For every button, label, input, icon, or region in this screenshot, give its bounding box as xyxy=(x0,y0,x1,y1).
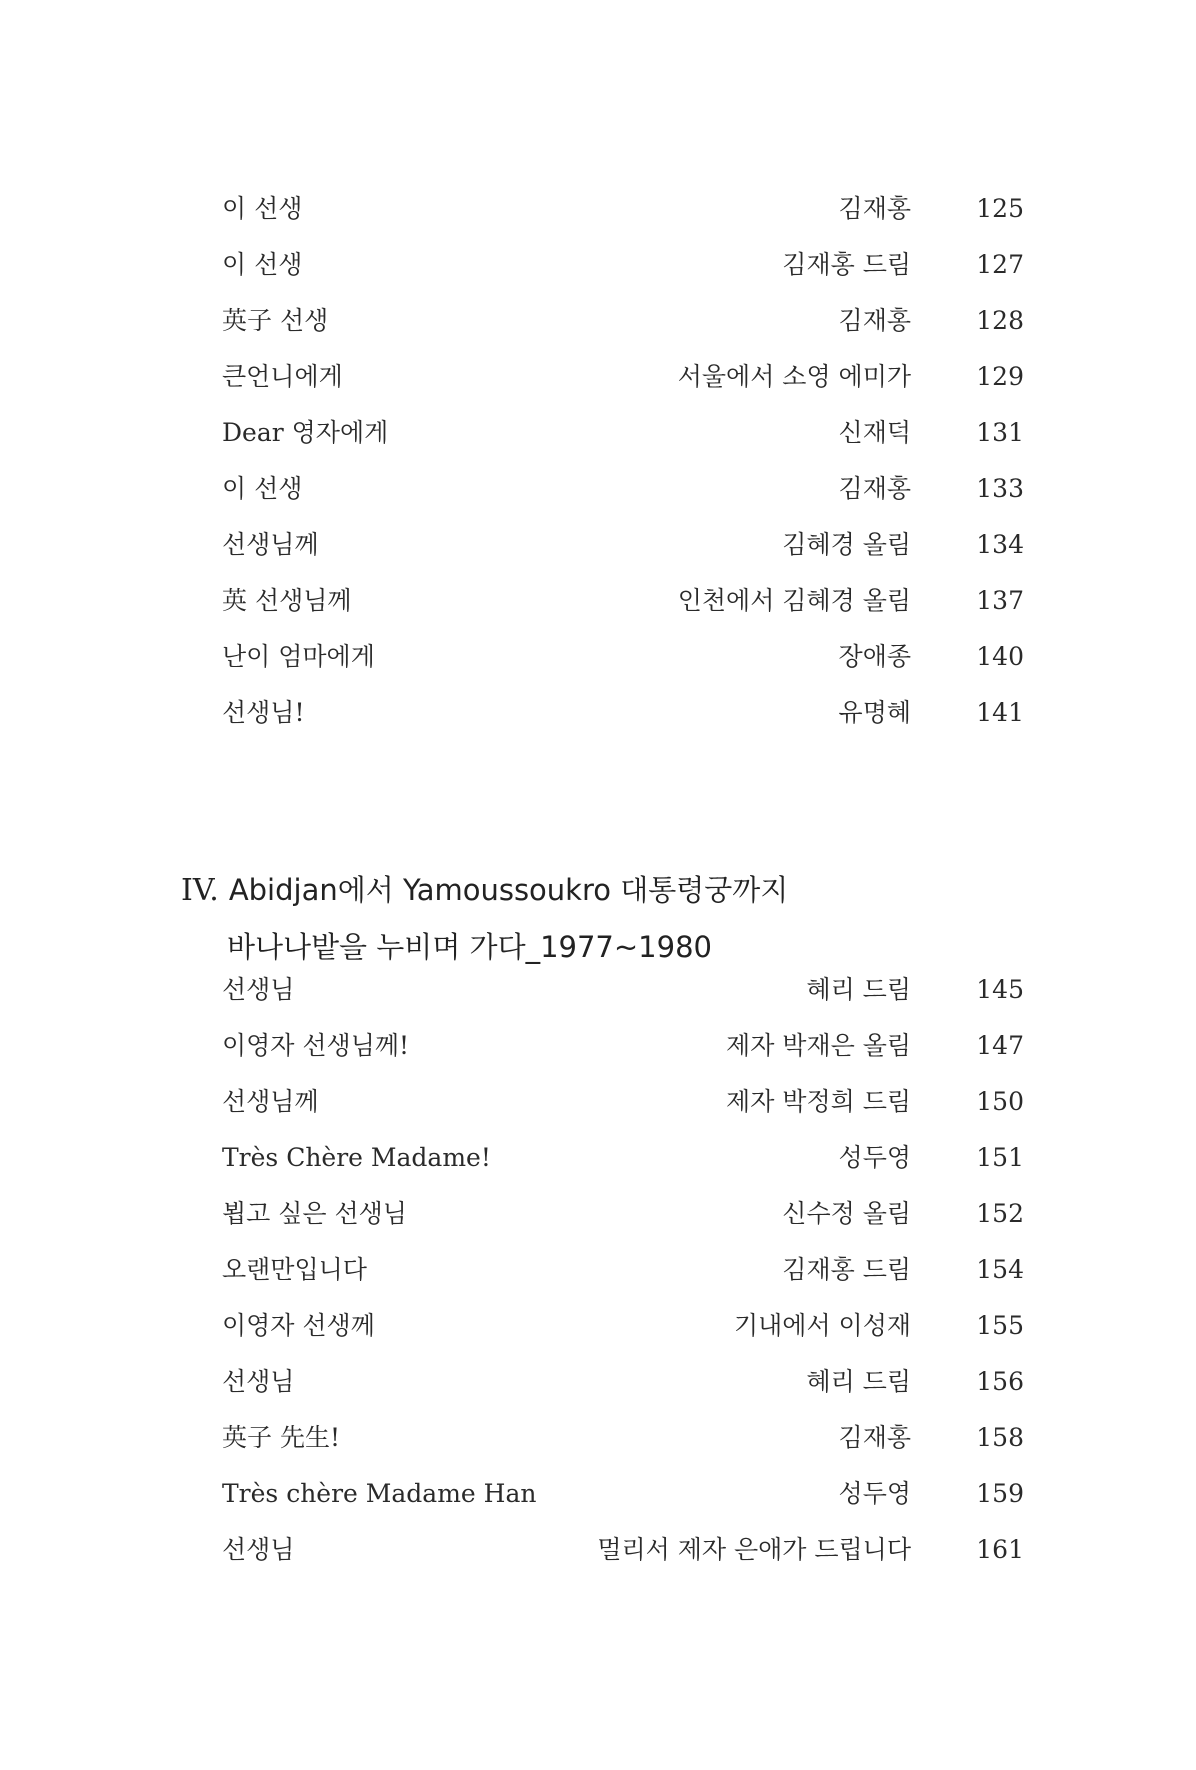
toc-entry xyxy=(0,293,1196,349)
entry-title: 난이 엄마에게 xyxy=(222,642,375,671)
entry-title: 선생님 xyxy=(222,1535,295,1564)
entry-page: 141 xyxy=(976,698,1024,727)
entry-author: 신수정 올림 xyxy=(782,1199,911,1228)
entry-title: 선생님! xyxy=(222,698,305,727)
section-heading xyxy=(181,862,788,975)
toc-entry xyxy=(0,181,1196,237)
toc-entry xyxy=(0,1298,1196,1354)
section-title: Abidjan에서 Yamoussoukro 대통령궁까지 xyxy=(228,873,789,907)
entry-author: 기내에서 이성재 xyxy=(734,1311,911,1340)
entry-title: 이영자 선생께 xyxy=(222,1311,375,1340)
entry-page: 150 xyxy=(976,1087,1024,1116)
entry-page: 137 xyxy=(976,586,1024,615)
toc-entry xyxy=(0,1354,1196,1410)
entry-author: 신재덕 xyxy=(838,418,911,447)
entry-title: Très chère Madame Han xyxy=(222,1479,537,1508)
entry-title: 선생님 xyxy=(222,975,295,1004)
entry-author: 성두영 xyxy=(838,1479,911,1508)
toc-entry xyxy=(0,1466,1196,1522)
toc-entry xyxy=(0,237,1196,293)
entry-title: 이영자 선생님께! xyxy=(222,1031,410,1060)
toc-entry xyxy=(0,1522,1196,1578)
entry-author: 성두영 xyxy=(838,1143,911,1172)
entry-author: 혜리 드림 xyxy=(806,1367,911,1396)
entry-author: 인천에서 김혜경 올림 xyxy=(677,586,911,615)
entry-page: 128 xyxy=(976,306,1024,335)
entry-author: 멀리서 제자 은애가 드립니다 xyxy=(597,1535,911,1564)
entry-page: 158 xyxy=(976,1423,1024,1452)
entry-author: 제자 박재은 올림 xyxy=(726,1031,911,1060)
entry-title: 선생님께 xyxy=(222,1087,319,1116)
toc-entry xyxy=(0,461,1196,517)
entry-author: 김혜경 올림 xyxy=(782,530,911,559)
entry-author: 제자 박정희 드림 xyxy=(726,1087,911,1116)
entry-author: 김재홍 xyxy=(838,474,911,503)
entry-page: 133 xyxy=(976,474,1024,503)
entry-author: 유명혜 xyxy=(838,698,911,727)
entry-page: 151 xyxy=(976,1143,1024,1172)
entry-title: 英 선생님께 xyxy=(222,586,352,615)
toc-list-section-4 xyxy=(0,962,1196,1578)
toc-entry xyxy=(0,1410,1196,1466)
toc-entry xyxy=(0,517,1196,573)
entry-author: 김재홍 xyxy=(838,306,911,335)
toc-entry xyxy=(0,685,1196,741)
entry-title: 이 선생 xyxy=(222,194,303,223)
entry-page: 161 xyxy=(976,1535,1024,1564)
section-numeral: IV. xyxy=(181,873,219,908)
entry-page: 140 xyxy=(976,642,1024,671)
entry-page: 134 xyxy=(976,530,1024,559)
toc-list-section-3 xyxy=(0,181,1196,741)
section-subtitle: 바나나밭을 누비며 가다_1977~1980 xyxy=(227,930,712,964)
entry-author: 김재홍 xyxy=(838,1423,911,1452)
entry-page: 156 xyxy=(976,1367,1024,1396)
entry-page: 159 xyxy=(976,1479,1024,1508)
entry-title: 이 선생 xyxy=(222,474,303,503)
entry-title: 선생님 xyxy=(222,1367,295,1396)
toc-entry xyxy=(0,349,1196,405)
entry-title: 이 선생 xyxy=(222,250,303,279)
entry-page: 129 xyxy=(976,362,1024,391)
entry-page: 125 xyxy=(976,194,1024,223)
toc-entry xyxy=(0,405,1196,461)
entry-author: 김재홍 드림 xyxy=(782,1255,911,1284)
entry-title: 오랜만입니다 xyxy=(222,1255,367,1284)
entry-title: 선생님께 xyxy=(222,530,319,559)
entry-page: 131 xyxy=(976,418,1024,447)
entry-title: 英子 선생 xyxy=(222,306,329,335)
entry-author: 김재홍 드림 xyxy=(782,250,911,279)
entry-author: 김재홍 xyxy=(838,194,911,223)
toc-entry xyxy=(0,629,1196,685)
entry-title: 뵙고 싶은 선생님 xyxy=(222,1199,407,1228)
entry-page: 154 xyxy=(976,1255,1024,1284)
toc-entry xyxy=(0,1018,1196,1074)
entry-title: 큰언니에게 xyxy=(222,362,343,391)
toc-entry xyxy=(0,1130,1196,1186)
entry-page: 152 xyxy=(976,1199,1024,1228)
entry-title: 英子 先生! xyxy=(222,1423,340,1452)
entry-page: 145 xyxy=(976,975,1024,1004)
toc-entry xyxy=(0,1186,1196,1242)
entry-author: 장애종 xyxy=(838,642,911,671)
entry-page: 147 xyxy=(976,1031,1024,1060)
entry-title: Dear 영자에게 xyxy=(222,418,389,447)
entry-author: 혜리 드림 xyxy=(806,975,911,1004)
entry-author: 서울에서 소영 에미가 xyxy=(677,362,911,391)
entry-title: Très Chère Madame! xyxy=(222,1143,491,1172)
toc-entry xyxy=(0,962,1196,1018)
toc-entry xyxy=(0,1242,1196,1298)
entry-page: 155 xyxy=(976,1311,1024,1340)
toc-entry xyxy=(0,573,1196,629)
toc-entry xyxy=(0,1074,1196,1130)
entry-page: 127 xyxy=(976,250,1024,279)
